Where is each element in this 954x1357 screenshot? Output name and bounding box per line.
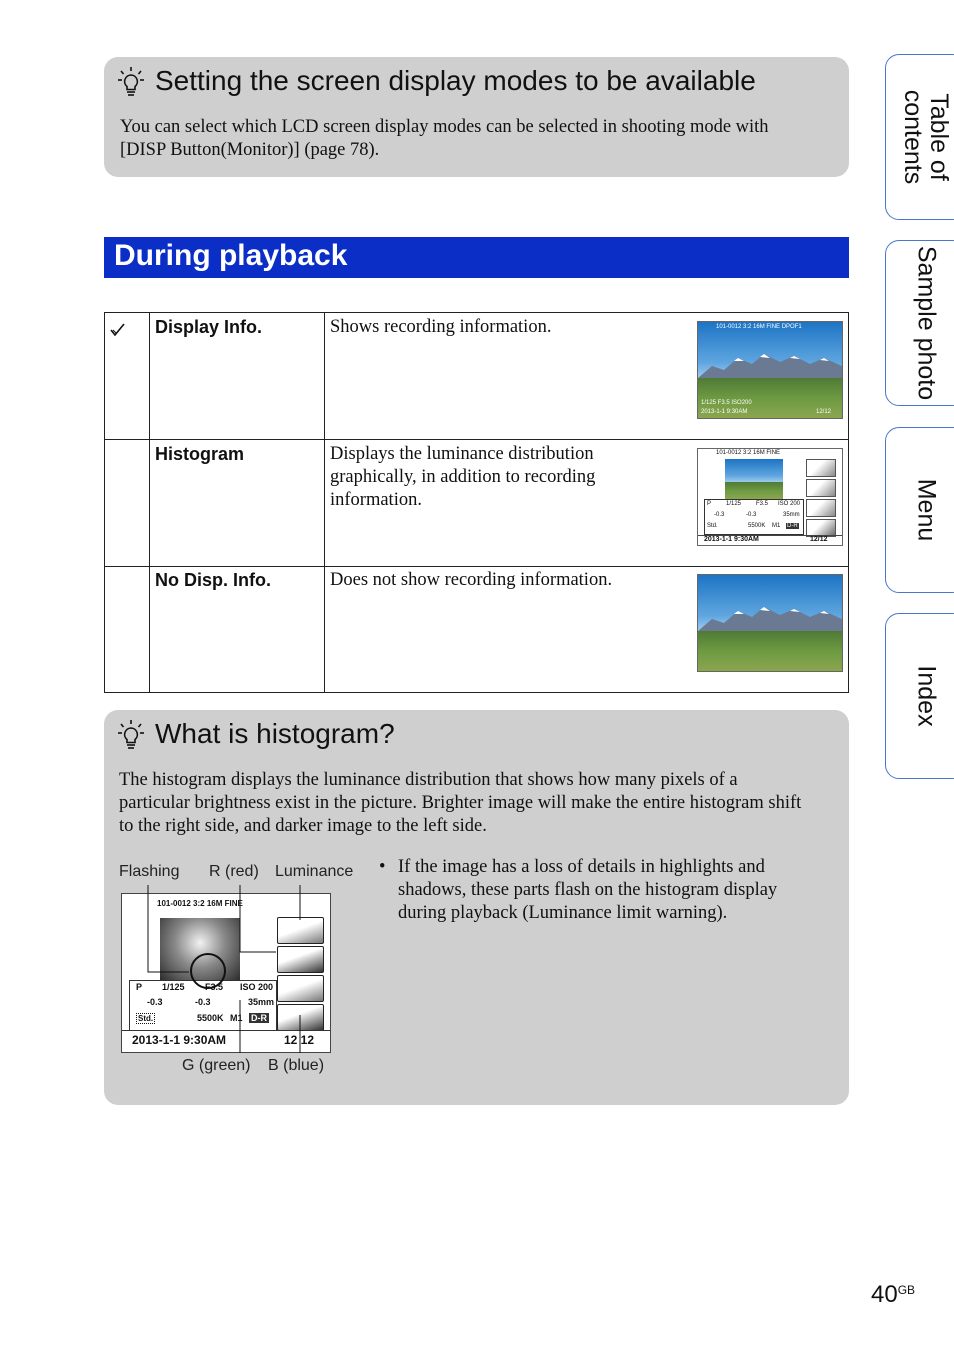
page-number: $40^{GB}$ [871, 1281, 916, 1308]
osd-flash-comp: -0.3 [746, 512, 757, 518]
tip-title: Setting the screen display modes to be available [155, 65, 756, 96]
bullet-line-3: during playback (Luminance limit warning). [398, 903, 728, 923]
label-flashing: Flashing [119, 863, 180, 880]
osd-count: 12/12 [810, 536, 828, 543]
tip-box-display-modes [104, 57, 849, 177]
osd-focal: 35mm [783, 512, 800, 518]
osd-count: 12 12 [284, 1033, 315, 1047]
label-green: G (green) [182, 1057, 251, 1074]
mode-desc-no-disp-info: Does not show recording information. [330, 570, 613, 590]
mode-desc-histogram-line-1: Displays the luminance distribution [330, 444, 594, 464]
osd-metering: M1 [772, 523, 781, 529]
tab-label: Menu [912, 478, 941, 542]
osd-top: 101-0012 3:2 16M FINE DPOF1 [716, 324, 802, 330]
tip-text-line-2: particular brightness exist in the picture. Brighter image will make the entire histogram shift [119, 793, 802, 813]
osd-top: 101-0012 3:2 16M FINE [716, 450, 781, 456]
osd-aperture: F3.5 [756, 501, 769, 507]
tip-text-line-3: to the right side, and darker image to the left side. [119, 816, 487, 836]
osd-shutter: 1/125 [726, 501, 742, 507]
osd-exp-comp: -0.3 [147, 997, 163, 1007]
section-title: During playback [114, 239, 348, 272]
osd-wb: 5500K [748, 523, 766, 529]
osd-flash-comp: -0.3 [195, 997, 211, 1007]
tab-label: Index [912, 665, 941, 727]
osd-aperture: F3.5 [205, 982, 224, 992]
osd-dro: D-R [787, 523, 798, 529]
tip-text-line-1: The histogram displays the luminance distribution that shows how many pixels of a [119, 770, 738, 790]
bullet-dot: • [379, 857, 386, 877]
mode-label-display-info: Display Info. [155, 317, 263, 337]
bullet-line-1: If the image has a loss of details in highlights and [398, 857, 765, 877]
mode-desc-display-info: Shows recording information. [330, 317, 552, 337]
mode-label-no-disp-info: No Disp. Info. [155, 570, 271, 590]
sample-screen-no-disp-info [697, 574, 843, 672]
page-suffix: GB [897, 1283, 916, 1297]
tab-label: Table of contents [899, 89, 953, 185]
osd-iso: ISO 200 [240, 982, 274, 992]
osd-dro: D-R [251, 1013, 267, 1023]
table-divider [105, 439, 848, 440]
osd-iso: ISO 200 [778, 501, 801, 507]
mode-label-histogram: Histogram [155, 444, 245, 464]
osd-metering: M1 [230, 1013, 243, 1023]
osd-creative-style: Std. [138, 1014, 154, 1023]
callout-lines [104, 710, 364, 1090]
osd-count: 12/12 [816, 409, 832, 415]
osd-top: 101-0012 3:2 16M FINE [157, 899, 243, 908]
osd-focal: 35mm [248, 997, 275, 1007]
mode-desc-histogram-line-2: graphically, in addition to recording [330, 467, 596, 487]
mode-desc-histogram-line-3: information. [330, 490, 422, 510]
checkmark-icon [110, 323, 126, 337]
label-blue: B (blue) [268, 1057, 325, 1074]
osd-date: 2013-1-1 9:30AM [132, 1033, 227, 1047]
tip-box-histogram [104, 710, 849, 1105]
sample-screen-display-info [697, 321, 843, 419]
tip-title: What is histogram? [155, 718, 395, 749]
tab-menu[interactable] [885, 427, 954, 593]
label-red: R (red) [209, 863, 259, 880]
table-divider [324, 313, 325, 692]
osd-mode: P [136, 982, 143, 992]
section-header [104, 237, 849, 278]
osd-date: 2013-1-1 9:30AM [701, 409, 748, 415]
osd-mode: P [707, 501, 712, 507]
osd-shutter: 1/125 [162, 982, 185, 992]
sample-screen-histogram [697, 448, 843, 546]
bullet-line-2: shadows, these parts flash on the histogram display [398, 880, 778, 900]
display-modes-table [104, 312, 849, 693]
osd-wb: 5500K [197, 1013, 224, 1023]
osd-exposure: 1/125 F3.5 ISO200 [701, 400, 752, 406]
lightbulb-icon [117, 66, 145, 98]
tab-table-of-contents[interactable] [885, 54, 954, 220]
tip-text-line-2: [DISP Button(Monitor)] (page 78). [120, 140, 380, 160]
tip-text-line-1: You can select which LCD screen display modes can be selected in shooting mode with [120, 117, 769, 137]
tab-sample-photo[interactable] [885, 240, 954, 406]
osd-creative-style: Std. [707, 523, 718, 529]
label-luminance: Luminance [275, 863, 354, 880]
tab-index[interactable] [885, 613, 954, 779]
table-divider [149, 313, 150, 692]
osd-exp-comp: -0.3 [714, 512, 725, 518]
osd-date: 2013-1-1 9:30AM [704, 536, 759, 543]
tab-label: Sample photo [912, 245, 941, 401]
table-divider [105, 566, 848, 567]
